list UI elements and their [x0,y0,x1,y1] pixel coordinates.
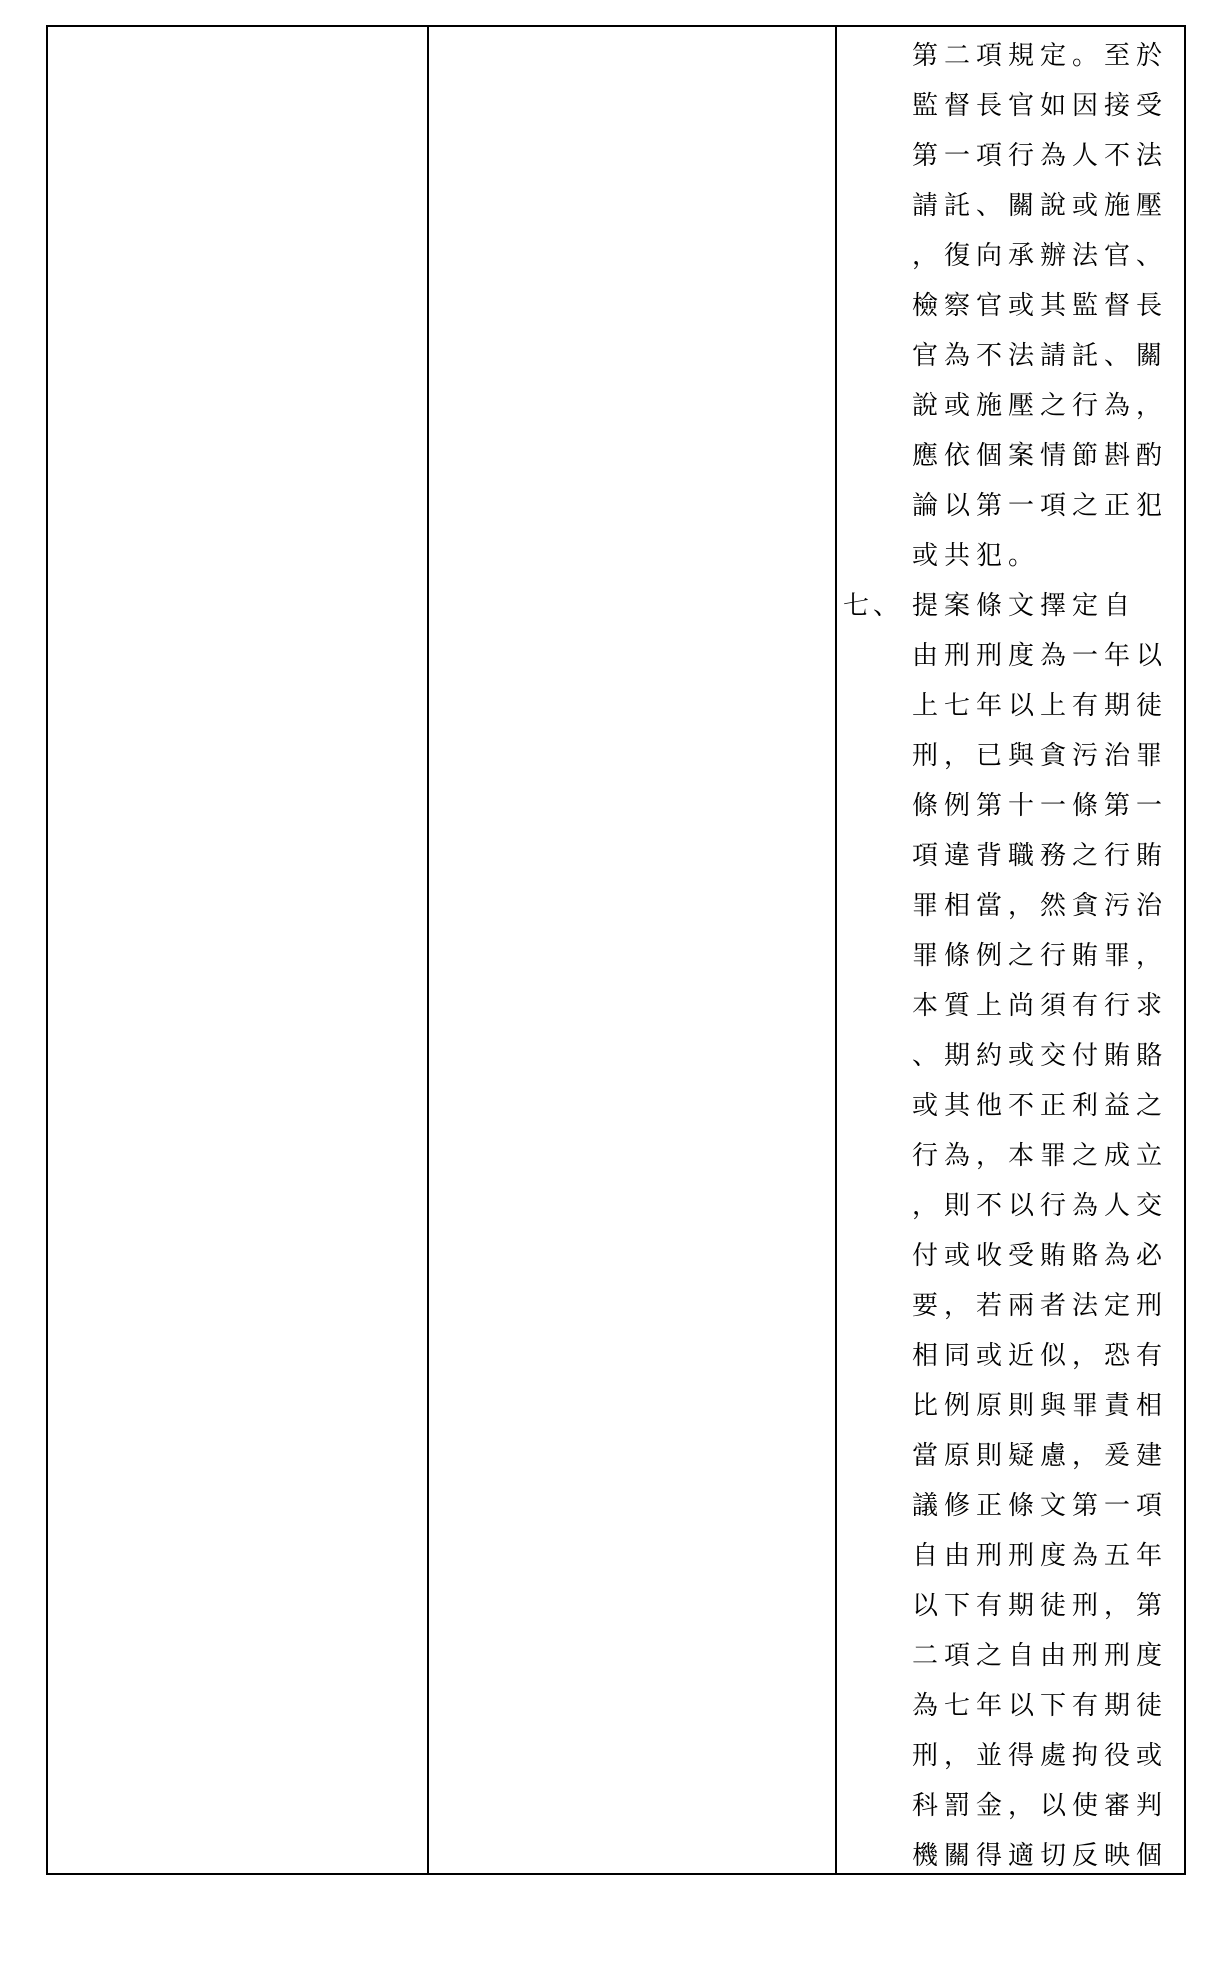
line-text: 刑，已與貪污治罪 [912,741,1169,771]
text-line [837,1831,1184,1881]
text-line [837,1031,1184,1081]
text-line [837,1281,1184,1331]
text-line [837,481,1184,531]
text-line [837,1231,1184,1281]
line-text: 機關得適切反映個 [912,1841,1169,1871]
line-text: 檢察官或其監督長 [912,291,1169,321]
line-text: ，復向承辦法官、 [912,241,1169,271]
table-column-right [837,27,1184,1873]
text-line [837,831,1184,881]
line-text: 為七年以下有期徒 [912,1691,1169,1721]
line-text: 或其他不正利益之 [912,1091,1169,1121]
text-line [837,781,1184,831]
line-text: 科罰金，以使審判 [912,1791,1169,1821]
line-text: 提案條文擇定自 [912,591,1137,621]
table-column-left [48,27,429,1873]
line-text: 行為，本罪之成立 [912,1141,1169,1171]
text-line [837,881,1184,931]
text-line [837,431,1184,481]
text-line [837,1781,1184,1831]
line-text: 監督長官如因接受 [912,91,1169,121]
text-line [837,731,1184,781]
text-line [837,631,1184,681]
line-text: 要，若兩者法定刑 [912,1291,1169,1321]
text-line [837,1081,1184,1131]
text-line [837,1381,1184,1431]
text-line [837,931,1184,981]
text-line [837,381,1184,431]
text-line [837,1631,1184,1681]
text-line [837,331,1184,381]
line-text: 說或施壓之行為， [912,391,1169,421]
text-line [837,1431,1184,1481]
text-line [837,1331,1184,1381]
text-line [837,981,1184,1031]
text-line [837,131,1184,181]
line-text: 官為不法請託、關 [912,341,1169,371]
line-text: 相同或近似，恐有 [912,1341,1169,1371]
line-text: 或共犯。 [912,541,1041,571]
line-text: 議修正條文第一項 [912,1491,1169,1521]
text-line [837,1531,1184,1581]
text-line [837,681,1184,731]
line-text: 本質上尚須有行求 [912,991,1169,1021]
line-text: 當原則疑慮，爰建 [912,1441,1169,1471]
list-marker: 七、 [843,591,904,621]
text-line [837,581,1184,631]
line-text: 由刑刑度為一年以 [912,641,1169,671]
line-text: 論以第一項之正犯 [912,491,1169,521]
line-text: 刑，並得處拘役或 [912,1741,1169,1771]
text-line [837,1481,1184,1531]
text-line [837,1681,1184,1731]
line-text: 比例原則與罪責相 [912,1391,1169,1421]
text-line [837,81,1184,131]
text-line [837,1181,1184,1231]
line-text: ，則不以行為人交 [912,1191,1169,1221]
line-text: 應依個案情節斟酌 [912,441,1169,471]
line-text: 以下有期徒刑，第 [912,1591,1169,1621]
line-text: 條例第十一條第一 [912,791,1169,821]
text-line [837,1131,1184,1181]
text-line [837,31,1184,81]
text-line [837,1581,1184,1631]
line-text: 第一項行為人不法 [912,141,1169,171]
line-text: 罪相當，然貪污治 [912,891,1169,921]
line-text: 上七年以上有期徒 [912,691,1169,721]
line-text: 罪條例之行賄罪， [912,941,1169,971]
table-column-middle [429,27,837,1873]
text-line [837,531,1184,581]
line-text: 付或收受賄賂為必 [912,1241,1169,1271]
line-text: 自由刑刑度為五年 [912,1541,1169,1571]
line-text: 請託、關說或施壓 [912,191,1169,221]
line-text: 項違背職務之行賄 [912,841,1169,871]
document-table [46,25,1186,1875]
text-line [837,281,1184,331]
text-line [837,1731,1184,1781]
text-line [837,231,1184,281]
line-text: 二項之自由刑刑度 [912,1641,1169,1671]
text-line [837,181,1184,231]
line-text: 、期約或交付賄賂 [912,1041,1169,1071]
line-text: 第二項規定。至於 [912,41,1169,71]
